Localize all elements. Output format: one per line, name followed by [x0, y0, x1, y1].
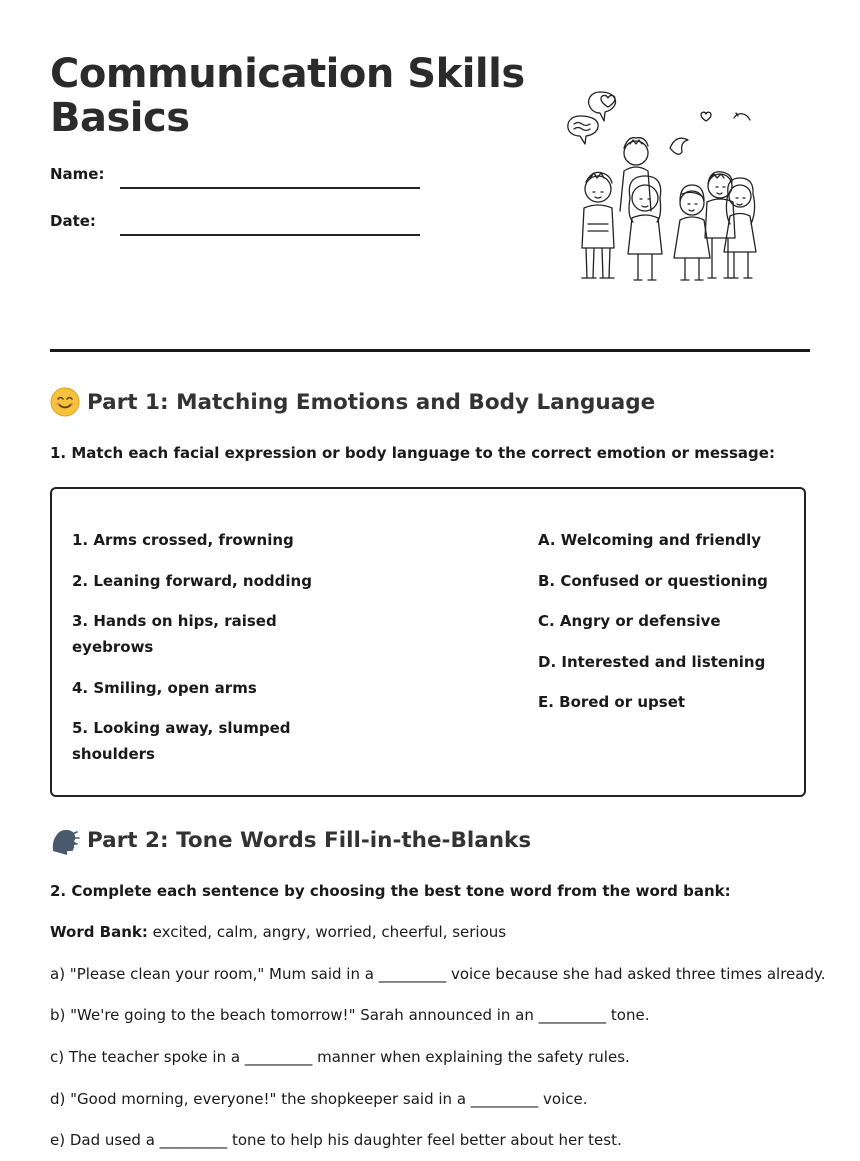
sentence-d: d) "Good morning, everyone!" the shopkeeper said in a _________ voice. — [50, 1090, 588, 1108]
date-field[interactable] — [120, 234, 420, 236]
part2-instruction: 2. Complete each sentence by choosing the best tone word from the word bank: — [50, 882, 731, 900]
part2-heading — [50, 825, 531, 855]
section-divider — [50, 349, 810, 352]
part2-heading-text: Part 2: Tone Words Fill-in-the-Blanks — [87, 827, 532, 853]
children-talking-illustration — [560, 86, 770, 291]
name-field[interactable] — [120, 187, 420, 189]
expression-item: 1. Arms crossed, frowning — [72, 531, 294, 549]
smiling-face-icon — [50, 387, 80, 417]
part1-heading-text: Part 1: Matching Emotions and Body Language — [87, 389, 656, 415]
expression-item: 4. Smiling, open arms — [72, 678, 257, 697]
word-bank-label: Word Bank: — [50, 923, 148, 941]
emotion-item: C. Angry or defensive — [538, 612, 721, 630]
word-bank — [50, 923, 506, 941]
emotion-item: E. Bored or upset — [538, 693, 686, 711]
sentence-e: e) Dad used a _________ tone to help his daughter feel better about her test. — [50, 1131, 622, 1149]
speaking-head-icon — [50, 825, 80, 855]
sentence-a: a) "Please clean your room," Mum said in a _________ voice because she had asked three times already. — [50, 965, 826, 983]
emotion-item: D. Interested and listening — [538, 652, 766, 671]
expressions-column — [72, 527, 322, 782]
date-label: Date: — [50, 212, 96, 230]
matching-box — [50, 487, 806, 797]
expression-item: 2. Leaning forward, nodding — [72, 571, 312, 590]
page-title — [50, 52, 525, 140]
expression-item: 5. Looking away, slumped shoulders — [72, 719, 291, 763]
sentence-c: c) The teacher spoke in a _________ manner when explaining the safety rules. — [50, 1048, 630, 1066]
part1-heading — [50, 387, 655, 417]
emotions-column — [538, 527, 788, 730]
name-label: Name: — [50, 165, 105, 183]
title-line-1: Communication Skills — [50, 51, 525, 97]
word-bank-words: excited, calm, angry, worried, cheerful, serious — [152, 923, 507, 941]
emotion-item: A. Welcoming and friendly — [538, 531, 762, 549]
emotion-item: B. Confused or questioning — [538, 571, 768, 590]
title-line-2: Basics — [50, 95, 190, 141]
part1-instruction: 1. Match each facial expression or body language to the correct emotion or message: — [50, 444, 775, 462]
sentence-b: b) "We're going to the beach tomorrow!" Sarah announced in an _________ tone. — [50, 1006, 650, 1024]
expression-item: 3. Hands on hips, raised eyebrows — [72, 612, 277, 656]
